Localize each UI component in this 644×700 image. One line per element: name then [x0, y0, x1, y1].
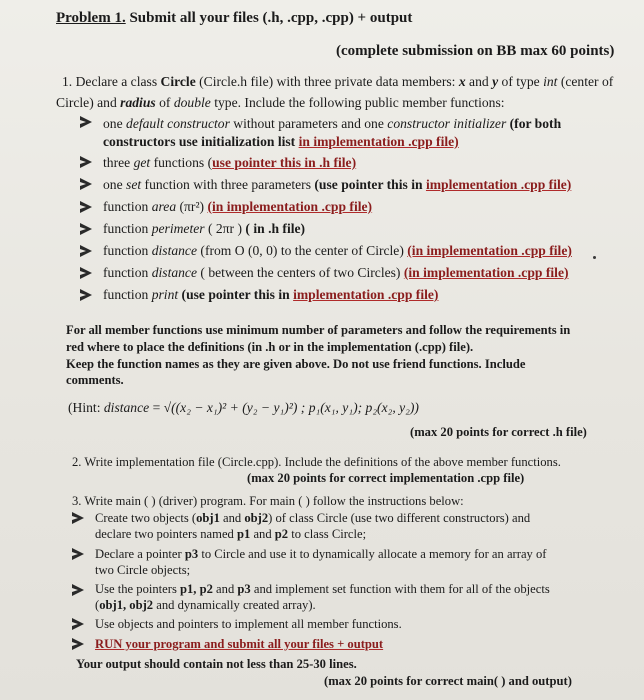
bullet-arrow-icon: [80, 156, 92, 168]
part2-line1: 2. Write implementation file (Circle.cpp). Include the definitions of the above member functions.: [72, 455, 561, 469]
part3-bullet1: Create two objects (obj1 and obj2) of class Circle (use two different constructors) and: [95, 511, 531, 525]
part3-line1: 3. Write main ( ) (driver) program. For main ( ) follow the instructions below:: [72, 494, 464, 508]
notes-line1: For all member functions use minimum number of parameters and follow the requirements in: [66, 323, 571, 337]
item-area: function area (πr²) (in implementation .cpp file): [103, 199, 373, 214]
bullet-arrow-icon: [80, 116, 92, 128]
part3-bullet2: Declare a pointer p3 to Circle and use it to dynamically allocate a memory for an array of: [95, 547, 547, 561]
bullet-arrow-icon: [72, 548, 84, 560]
notes-line3: Keep the function names as they are given above. Do not use friend functions. Include: [66, 357, 526, 371]
subtitle: (complete submission on BB max 60 points): [336, 43, 615, 59]
item-print: function print (use pointer this in implementation .cpp file): [103, 287, 439, 302]
item-perimeter: function perimeter ( 2πr ) ( in .h file): [103, 221, 306, 236]
part3-bullet1-line2: declare two pointers named p1 and p2 to class Circle;: [95, 527, 367, 541]
bullet-arrow-icon: [80, 223, 92, 235]
bullet-arrow-icon: [72, 512, 84, 524]
output-requirement: Your output should contain not less than 25-30 lines.: [76, 657, 357, 671]
item-constructors: one default constructor without parameters and one constructor initializer (for both: [103, 116, 562, 131]
part1-line2: Circle) and radius of double type. Include the following public member functions:: [56, 95, 505, 110]
page-title: [56, 10, 412, 27]
hint-formula: (Hint: distance = √((x₂ − x₁)² + (y₂ − y₁)²) ; p₁(x₁, y₁); p₂(x₂, y₂)): [68, 400, 419, 415]
bullet-arrow-icon: [72, 618, 84, 630]
notes-line2: red where to place the definitions (in .h or in the implementation (.cpp) file).: [66, 340, 474, 354]
part1-line1: 1. Declare a class Circle (Circle.h file) with three private data members: x and y of type int (center of: [62, 74, 614, 89]
hint-points: (max 20 points for correct .h file): [410, 425, 587, 439]
bullet-arrow-icon: [80, 178, 92, 190]
problem-label: Problem 1.: [56, 10, 126, 26]
notes-line4: comments.: [66, 373, 124, 387]
part3-bullet3: Use the pointers p1, p2 and p3 and implement set function with them for all of the objects: [95, 582, 550, 596]
part3-bullet2-line2: two Circle objects;: [95, 563, 191, 577]
item-get-functions: three get functions (use pointer this in .h file): [103, 155, 357, 170]
bullet-arrow-icon: [72, 638, 84, 650]
part3-bullet4: Use objects and pointers to implement all member functions.: [95, 617, 402, 631]
item-constructors-line2: constructors use initialization list in implementation .cpp file): [103, 134, 459, 149]
bullet-arrow-icon: [80, 267, 92, 279]
title-text: Submit all your files (.h, .cpp, .cpp) + output: [125, 10, 413, 26]
item-distance-origin: function distance (from O (0, 0) to the center of Circle) (in implementation .cpp file): [103, 243, 572, 258]
part3-bullet5: RUN your program and submit all your files + output: [95, 637, 384, 651]
part2-points: (max 20 points for correct implementation .cpp file): [247, 471, 525, 485]
part3-points: (max 20 points for correct main( ) and output): [324, 674, 572, 688]
stray-mark: [593, 256, 596, 259]
bullet-arrow-icon: [80, 201, 92, 213]
part3-bullet3-line2: (obj1, obj2 and dynamically created array).: [95, 598, 316, 612]
bullet-arrow-icon: [80, 289, 92, 301]
item-set-function: one set function with three parameters (use pointer this in implementation .cpp file): [103, 177, 572, 192]
bullet-arrow-icon: [80, 245, 92, 257]
item-distance-two: function distance ( between the centers of two Circles) (in implementation .cpp file): [103, 265, 569, 280]
bullet-arrow-icon: [72, 584, 84, 596]
